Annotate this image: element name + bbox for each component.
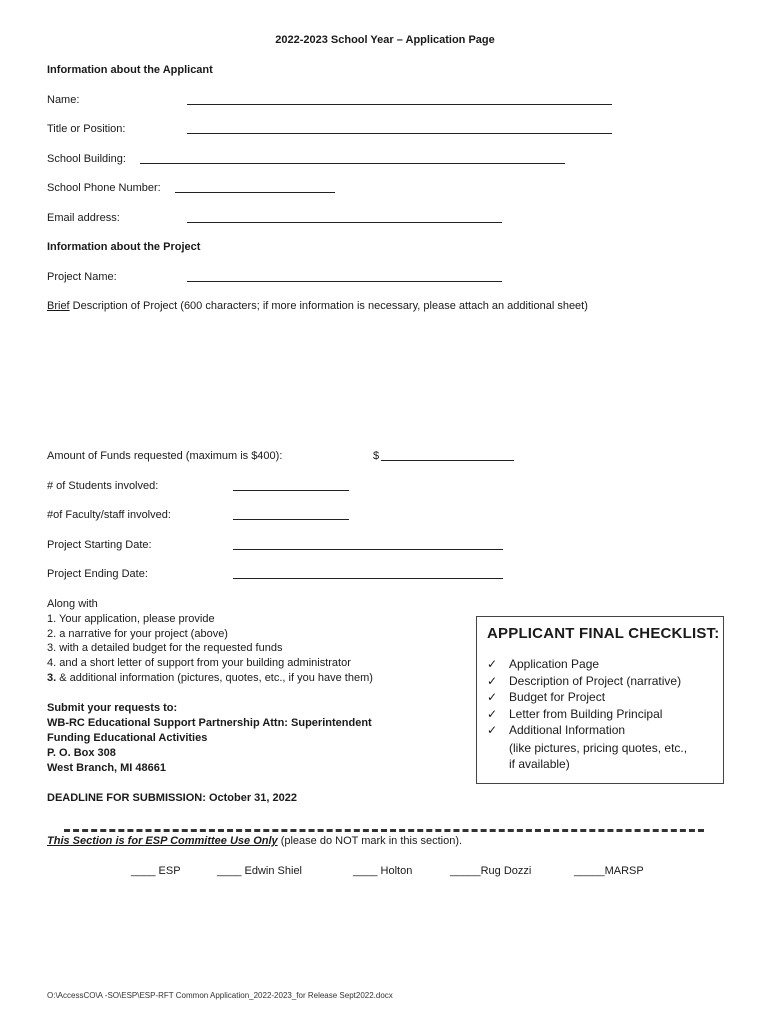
end-date-label: Project Ending Date: [47,568,148,580]
checklist-subtext: if available) [509,757,570,771]
name-label: Name: [47,94,80,106]
project-name-field[interactable] [187,281,502,282]
checklist-item-label: Additional Information [509,723,626,737]
funds-field[interactable] [381,460,514,461]
submit-line: West Branch, MI 48661 [47,762,167,774]
checklist-item-label: Budget for Project [509,690,606,704]
committee-dozzi: _____Rug Dozzi [450,865,532,877]
committee-holton: ____ Holton [353,865,413,877]
committee-esp: ____ ESP [131,865,181,877]
footer-path: O:\AccessCO\A -SO\ESP\ESP-RFT Common Application_2022-2023_for Release Sept2022.docx [47,991,393,1000]
page-title: 2022-2023 School Year – Application Page [275,34,495,46]
phone-field[interactable] [175,192,335,193]
checklist-item-label: Letter from Building Principal [509,706,663,721]
deadline: DEADLINE FOR SUBMISSION: October 31, 2022 [47,792,297,804]
section-divider [64,829,704,832]
requests-item-text: & additional information (pictures, quotes, etc., if you have them) [56,672,373,684]
checkmark-icon: ✓ [487,706,498,721]
description-label [47,300,588,312]
submit-line: Funding Educational Activities [47,732,208,744]
name-field[interactable] [187,104,612,105]
title-label: Title or Position: [47,123,126,135]
checkmark-icon: ✓ [487,690,498,704]
requests-item-number: 3. [47,672,57,684]
submit-line: WB-RC Educational Support Partnership Attn: Superintendent [47,717,372,729]
checklist-box [476,616,724,784]
end-date-field[interactable] [233,578,503,579]
checklist-item [487,707,687,724]
description-area[interactable] [47,320,723,440]
funds-dollar: $ [373,450,380,462]
building-label: School Building: [47,153,126,165]
email-label: Email address: [47,212,120,224]
checklist-item [487,674,687,691]
start-date-field[interactable] [233,549,503,550]
checklist-items [487,657,687,773]
submit-line: Submit your requests to: [47,702,178,714]
description-brief: Brief [47,300,70,312]
title-field[interactable] [187,133,612,134]
checkmark-icon: ✓ [487,657,498,671]
description-rest: Description of Project (600 characters; if more information is necessary, please attach an additional sheet) [69,300,588,312]
project-heading: Information about the Project [47,241,201,253]
start-date-label: Project Starting Date: [47,539,152,551]
checkmark-icon: ✓ [487,673,498,688]
checklist-item [487,690,687,707]
checkmark-icon: ✓ [487,723,498,737]
building-field[interactable] [140,163,565,164]
committee-shiel: ____ Edwin Shiel [217,865,303,877]
requests-item: 4. and a short letter of support from your building administrator [47,657,351,669]
checklist-subtext: (like pictures, pricing quotes, etc., [509,740,688,755]
applicant-heading: Information about the Applicant [47,64,213,76]
committee-title: This Section is for ESP Committee Use Only [47,835,278,847]
requests-item: 3. with a detailed budget for the requested funds [47,642,283,654]
requests-intro: Along with [47,598,98,610]
email-field[interactable] [187,222,502,223]
submit-line: P. O. Box 308 [47,747,116,759]
checklist-item-label: Description of Project (narrative) [509,673,682,688]
phone-label: School Phone Number: [47,182,161,194]
committee-marsp: _____MARSP [574,865,644,877]
checklist-item [487,657,687,674]
project-name-label: Project Name: [47,271,117,283]
checklist-item-label: Application Page [509,657,600,671]
students-label: # of Students involved: [47,480,159,492]
requests-item: 1. Your application, please provide [47,613,215,625]
checklist-item [487,723,687,740]
funds-label: Amount of Funds requested (maximum is $400): [47,450,283,462]
requests-item: 2. a narrative for your project (above) [47,628,228,640]
committee-heading [47,835,462,847]
students-field[interactable] [233,490,349,491]
faculty-label: #of Faculty/staff involved: [47,509,171,521]
requests-item [47,672,373,684]
faculty-field[interactable] [233,519,349,520]
committee-note: (please do NOT mark in this section). [277,835,463,847]
checklist-title: APPLICANT FINAL CHECKLIST: [487,625,720,642]
